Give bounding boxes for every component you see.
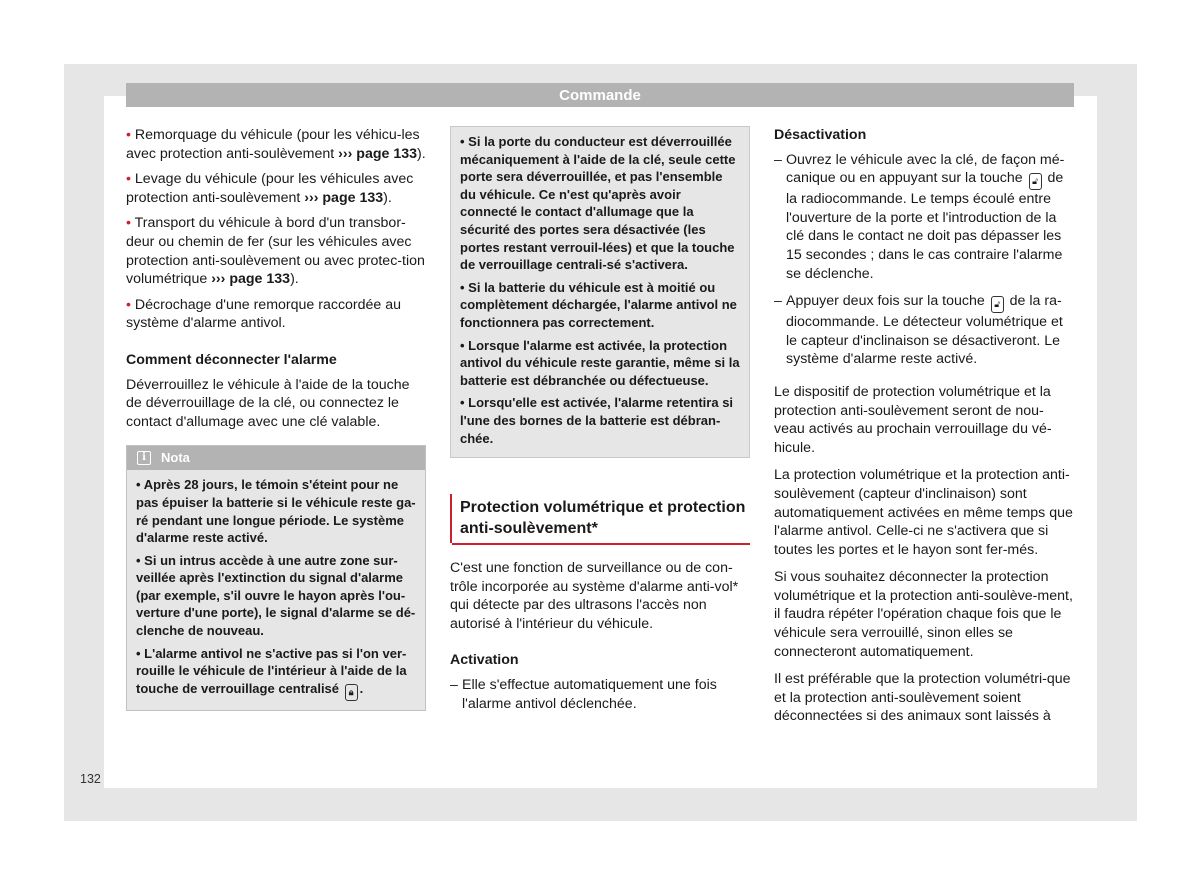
bullet-dot-icon: • [126, 296, 131, 313]
list-item: – Elle s'effectue automatiquement une fois l'alarme antivol déclenchée. [450, 677, 717, 712]
paragraph: Si vous souhaitez déconnecter la protection volumétrique et la protection anti-soulève-ment, il faudra répéter l'opération chaque fois que le véhicule sera verrouillé, sinon elles se connecteront automatiquement. [774, 569, 1073, 660]
list-item: • Remorquage du véhicule (pour les véhicu-les avec protection anti-soulèvement ››› page 133). [126, 127, 426, 162]
deactivation-heading: Désactivation [774, 127, 867, 143]
page-header-title: Commande [126, 83, 1074, 107]
warning-box [450, 126, 750, 458]
bullet-dot-icon: • [126, 215, 131, 232]
list-item: • Levage du véhicule (pour les véhicules avec protection anti-soulèvement ››› page 133). [126, 171, 414, 206]
page-reference-link[interactable]: ››› page 133 [211, 271, 291, 288]
section-title: Protection volumétrique et protection anti-soulèvement* [450, 494, 750, 543]
note-body [127, 470, 425, 710]
page-number: 132 [80, 772, 101, 786]
page-reference-link[interactable]: ››› page 133 [304, 189, 384, 206]
paragraph: Il est préférable que la protection volumétri-que et la protection anti-soulèvement soient déconnectées si des animaux sont laissés à [774, 671, 1071, 725]
note-item: • Si un intrus accède à une autre zone sur-veillée après l'extinction du signal d'alarme (par exemple, s'il ouvre le hayon après l'ou-verture d'une porte), le signal d'alarme se dé-clenche de nouveau. [136, 552, 416, 639]
column-left [126, 126, 426, 711]
section-heading: Comment déconnecter l'alarme [126, 351, 337, 368]
bullet-dot-icon: • [126, 171, 131, 188]
note-item: • Après 28 jours, le témoin s'éteint pour ne pas épuiser la batterie si le véhicule reste ga-ré pendant une longue période. Le système d'alarme reste activé. [136, 477, 416, 546]
note-box [126, 445, 426, 711]
paragraph: C'est une fonction de surveillance ou de con-trôle incorporée au système d'alarme anti-vol* qui détecte par des ultrasons l'accès non autorisé à l'intérieur du véhicule. [450, 560, 739, 632]
bullet-list [126, 126, 426, 333]
column-middle [450, 126, 750, 722]
activation-heading: Activation [450, 652, 519, 669]
list-item: – Ouvrez le véhicule avec la clé, de façon mé-canique ou en appuyant sur la touche 🔓︎ de la radiocommande. Le temps écoulé entre l'ouverture de la porte et l'introduction de la clé dans le contact ne doit pas dépasser les 15 secondes ; dans le cas contraire l'alarme se déclenche. [774, 151, 1065, 282]
paragraph: Le dispositif de protection volumétrique et la protection anti-soulèvement seront de nou-veau activés au prochain verrouillage du vé-hicule. [774, 383, 1052, 456]
note-item: • L'alarme antivol ne s'active pas si l'on ver-rouille le véhicule de l'intérieur à l'aide de la touche de verrouillage centralisé 🔒︎ . [136, 645, 417, 701]
list-item: • Décrochage d'une remorque raccordée au système d'alarme antivol. [126, 296, 402, 332]
unlock-key-icon: 🔓︎ [1029, 173, 1042, 190]
column-right [774, 126, 1074, 735]
info-icon: i [137, 451, 151, 465]
lock-key-icon: 🔒︎ [345, 684, 358, 701]
note-title: Nota [161, 450, 190, 466]
paragraph: Déverrouillez le véhicule à l'aide de la touche de déverrouillage de la clé, ou connectez le contact d'allumage avec une clé valable. [126, 376, 410, 430]
list-item: • Transport du véhicule à bord d'un transbor-deur ou chemin de fer (sur les véhicules avec protection anti-soulèvement ou avec protec-tion volumétrique ››› page 133). [126, 215, 425, 288]
warning-item: • Si la batterie du véhicule est à moitié ou complètement déchargée, l'alarme antivol ne fonctionnera pas correctement. [460, 279, 737, 330]
unlock-key-icon: 🔓︎ [991, 296, 1004, 313]
paragraph: La protection volumétrique et la protection anti-soulèvement (capteur d'inclinaison) sont automatiquement activées en même temps que l'alarme antivol. Celle-ci ne s'activera que si toutes les portes et le hayon sont fer-més. [774, 467, 1073, 558]
note-header [127, 446, 425, 470]
warning-item: • Si la porte du conducteur est déverrouillée mécaniquement à l'aide de la clé, seule cette porte sera déverrouillée, et pas l'ensemble du véhicule. Ce n'est qu'après avoir connecté le contact d'allumage que la sécurité des portes sera désactivée (les portes restant verrouil-lées) et que la touche de verrouillage centrali-sé s'activera. [460, 134, 736, 273]
page-reference-link[interactable]: ››› page 133 [338, 145, 418, 162]
list-item: – Appuyer deux fois sur la touche 🔓︎ de la ra-diocommande. Le détecteur volumétrique et le capteur d'inclinaison se désactiveront. Le système d'alarme reste activé. [774, 293, 1063, 368]
warning-item: • Lorsque l'alarme est activée, la protection antivol du véhicule reste garantie, même si la batterie est débranchée ou défectueuse. [460, 337, 740, 388]
warning-item: • Lorsqu'elle est activée, l'alarme retentira si l'une des bornes de la batterie est débran-chée. [460, 395, 734, 446]
bullet-dot-icon: • [126, 127, 131, 143]
